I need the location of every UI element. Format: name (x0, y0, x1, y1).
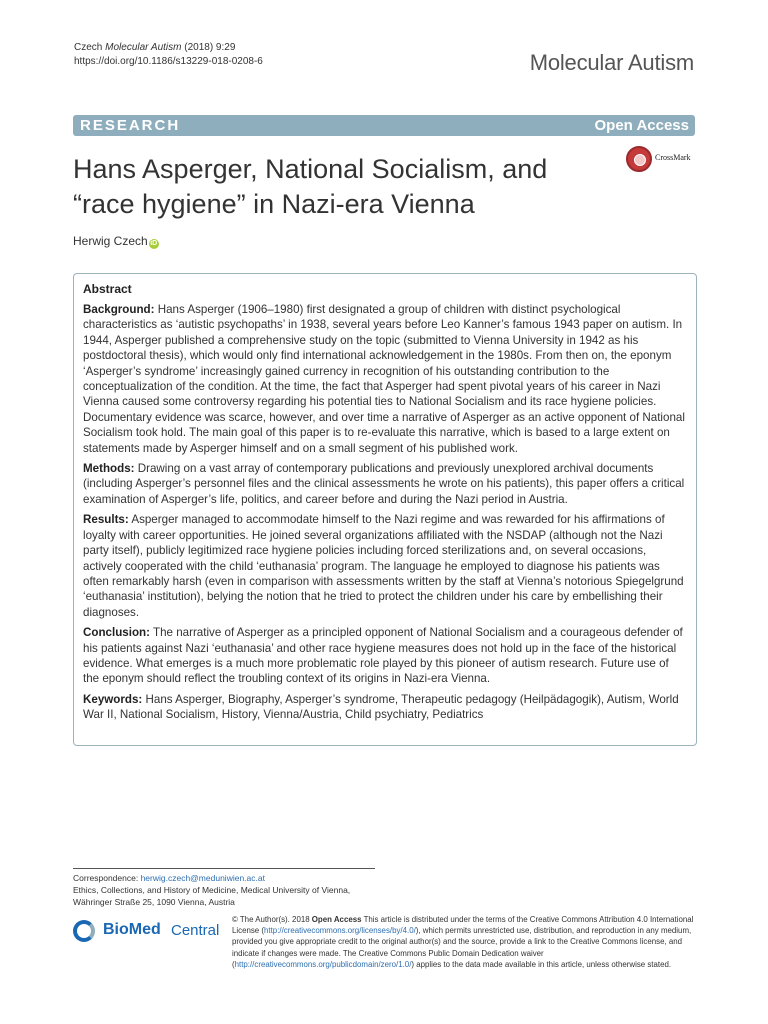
email-link[interactable]: herwig.czech@meduniwien.ac.at (140, 873, 265, 883)
author-name[interactable]: Herwig Czech (73, 234, 148, 248)
section-label: Keywords: (83, 692, 143, 706)
citation-block (74, 41, 263, 69)
citation-suffix: (2018) 9:29 (184, 42, 236, 53)
correspondence-label: Correspondence: (73, 873, 141, 883)
crossmark-label: CrossMark (655, 153, 691, 162)
article-type-label: RESEARCH (80, 117, 181, 134)
journal-name: Molecular Autism (529, 50, 694, 75)
license-text-2: ), which permits unrestricted use, distribution, and reproduction in any medium, provided you give appropriate credit to the original author(s) and the source, provide a link to the Creative Commons license, and indicate if changes were made. The Creative Commons Public Domain Dedication waiver ( (232, 926, 692, 969)
title-line-2: “race hygiene” in Nazi-era Vienna (73, 189, 475, 219)
section-text: Hans Asperger (1906–1980) first designated a group of children with distinct psychological characteristics as ‘autistic psychopaths’ in 1938, several years before Leo Kanner’s famous 1943 paper on autism. In 1944, Asperger published a comprehensive study on the topic (submitted to Vienna University in 1942 as his postdoctoral thesis), which would only find international acknowledgement in the 1980s. From then on, the eponym ‘Asperger’s syndrome’ increasingly gained currency in recognition of his outstanding contribution to the conceptualization of the condition. At the time, the fact that Asperger had spent pivotal years of his career in Nazi Vienna caused some controversy regarding his potential ties to National Socialism and its race hygiene policies. Documentary evidence was scarce, however, and over time a narrative of Asperger as an active opponent of National Socialism took hold. The main goal of this paper is to re-evaluate this narrative, which is based to a large extent on statements made by Asperger himself and on a small segment of his published work. (83, 303, 685, 455)
citation-journal: Molecular Autism (105, 42, 182, 53)
license-statement (232, 914, 696, 970)
publisher-logo (73, 917, 221, 951)
section-label: Background: (83, 303, 155, 316)
abstract-heading: Abstract (83, 282, 132, 296)
citation-line (74, 41, 263, 55)
title-line-1: Hans Asperger, National Socialism, and (73, 154, 548, 184)
abstract-results (83, 512, 687, 620)
orcid-icon[interactable]: iD (150, 240, 158, 247)
publisher-name-regular: Central (171, 922, 220, 939)
crossmark-icon (626, 146, 652, 172)
section-label: Methods: (83, 462, 135, 476)
cc-zero-link[interactable]: http://creativecommons.org/publicdomain/zero/1.0/ (234, 959, 412, 969)
author-line (73, 234, 159, 249)
correspondence-footnote (73, 872, 393, 908)
doi-link[interactable]: https://doi.org/10.1186/s13229-018-0208-6 (74, 56, 263, 67)
abstract-box (73, 273, 697, 746)
footnote-divider (73, 868, 375, 869)
license-copyright: © The Author(s). 2018 (232, 915, 312, 924)
section-label: Results: (83, 513, 129, 527)
biomed-central-logo-icon (73, 920, 95, 942)
article-type-banner (73, 115, 695, 136)
section-text: Hans Asperger, Biography, Asperger’s syndrome, Therapeutic pedagogy (Heilpädagogik), Autism, World War II, National Socialism, History, Vienna/Austria, Child psychiatry, Pediatrics (83, 692, 679, 722)
license-open-access: Open Access (311, 915, 362, 924)
abstract-keywords (83, 692, 687, 723)
license-text-1: This article is distributed under the terms of the Creative Commons Attribution 4.0 International License ( (232, 915, 694, 936)
correspondence-line (73, 872, 393, 884)
abstract-conclusion (83, 625, 687, 687)
license-text-3: ) applies to the data made available in this article, unless otherwise stated. (411, 959, 672, 969)
abstract-background (83, 302, 687, 456)
section-text: Asperger managed to accommodate himself to the Nazi regime and was rewarded for his affirmations of loyalty with career opportunities. He joined several organizations affiliated with the NSDAP (although not the Nazi party itself), publicly legitimized race hygiene policies including forced sterilizations and, on several occasions, actively cooperated with the child ‘euthanasia’ program. The language he employed to diagnose his patients was often remarkably harsh (even in comparison with assessments written by the staff at Vienna’s notorious Spiegelgrund ‘euthanasia’ institution), belying the notion that he tried to protect the children under his care by embellishing their diagnoses. (83, 513, 684, 619)
abstract-methods (83, 461, 687, 507)
section-text: The narrative of Asperger as a principled opponent of National Socialism and a courageous defender of his patients against Nazi ‘euthanasia’ and other race hygiene measures does not hold up in the face of the historical evidence. What emerges is a much more problematic role played by this pioneer of autism research. Future use of the eponym should reflect the troubling context of its origins in Nazi-era Vienna. (83, 626, 683, 686)
crossmark-badge[interactable] (626, 146, 698, 172)
article-title (73, 152, 593, 222)
affiliation-line-1: Ethics, Collections, and History of Medicine, Medical University of Vienna, (73, 885, 351, 895)
section-label: Conclusion: (83, 626, 150, 640)
open-access-label: Open Access (594, 117, 689, 134)
publisher-name-bold: BioMed (103, 921, 161, 938)
section-text: Drawing on a vast array of contemporary publications and previously unexplored archival documents (including Asperger’s personnel files and the clinical assessments he wrote on his patients), this paper offers a critical examination of Asperger’s life, politics, and career before and during the Nazi period in Austria. (83, 462, 685, 506)
citation-prefix: Czech (74, 42, 103, 53)
cc-by-link[interactable]: http://creativecommons.org/licenses/by/4.0/ (264, 926, 416, 936)
affiliation-line-2: Währinger Straße 25, 1090 Vienna, Austria (73, 897, 235, 907)
